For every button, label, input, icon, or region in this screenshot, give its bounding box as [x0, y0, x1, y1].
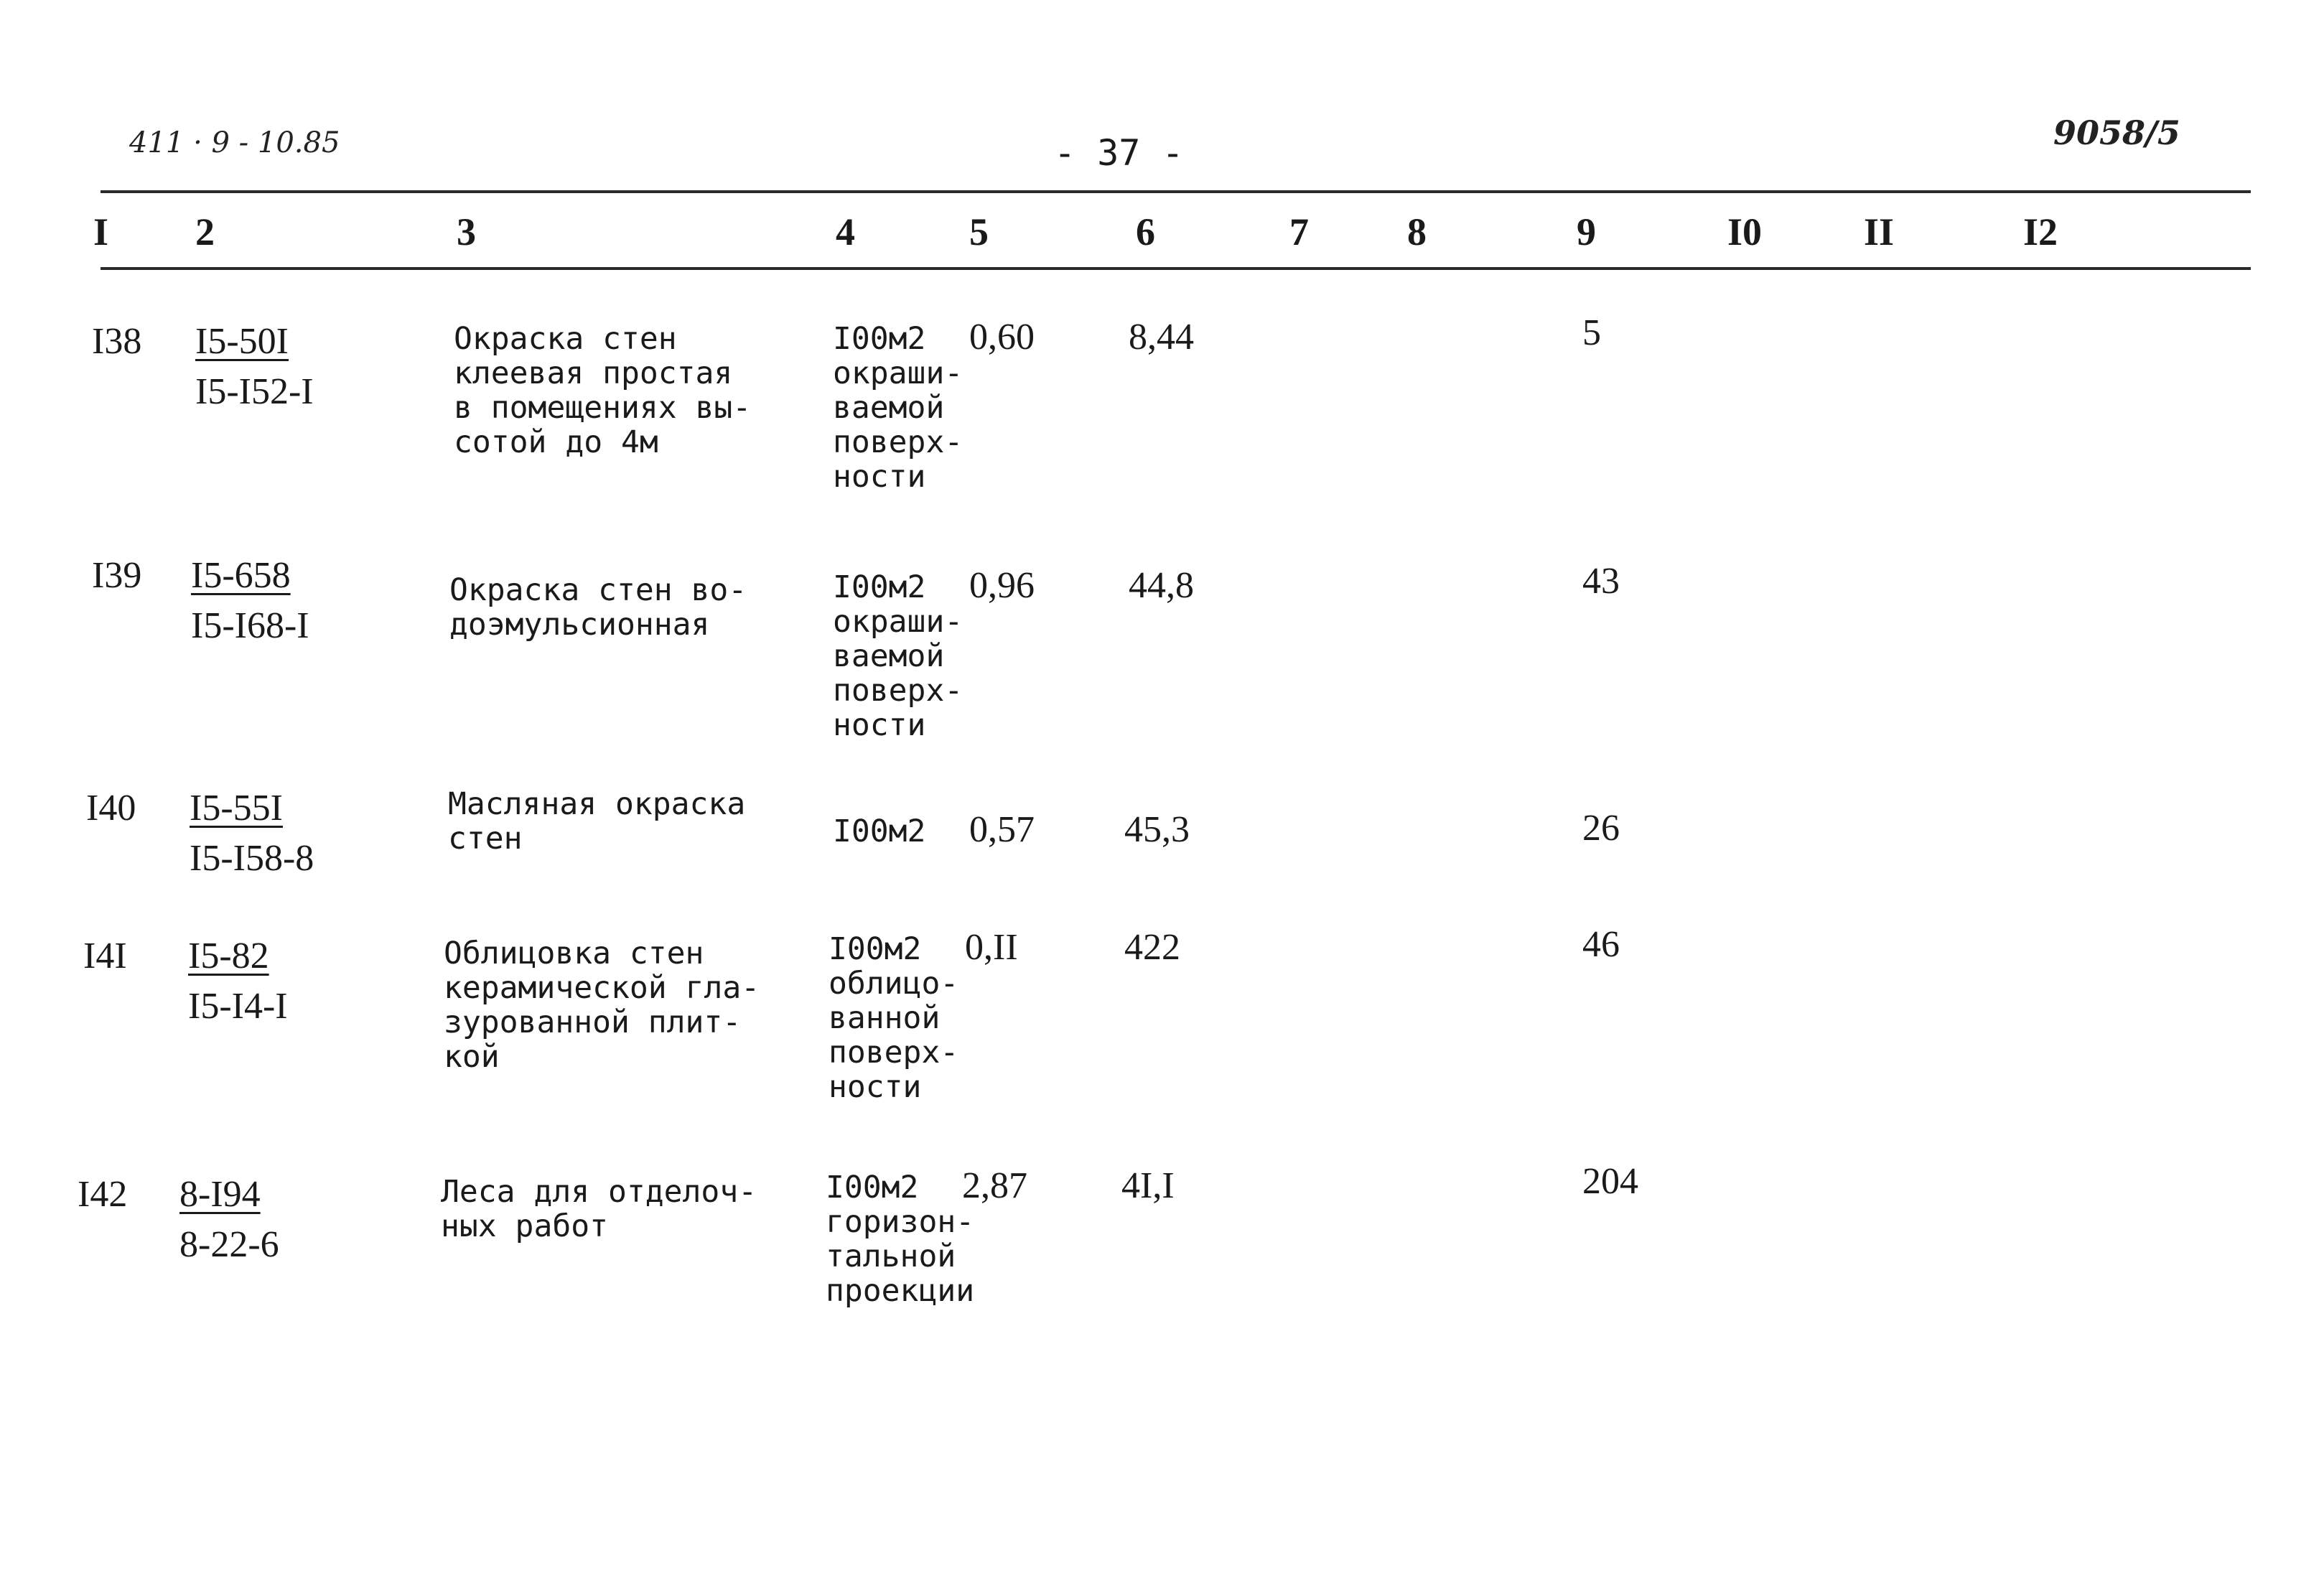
work-description: Окраска стен клеевая простая в помещениях вы- сотой до 4м	[454, 321, 752, 460]
quantity: 0,96	[969, 565, 1035, 606]
column-6-value: 8,44	[1129, 317, 1194, 358]
column-9-value: 43	[1582, 561, 1620, 602]
unit-of-measure: I00м2	[833, 813, 926, 849]
column-header-8: 8	[1407, 210, 1427, 253]
norm-code: I5-50I	[195, 321, 289, 362]
work-description: Масляная окраска стен	[448, 786, 746, 857]
unit-of-measure: I00м2 горизон- тальной проекции	[826, 1170, 975, 1309]
unit-of-measure: I00м2 окраши- ваемой поверх- ности	[833, 569, 963, 743]
column-9-value: 204	[1582, 1161, 1638, 1202]
column-header-12: I2	[2023, 210, 2058, 253]
column-9-value: 26	[1582, 808, 1620, 849]
column-6-value: 44,8	[1129, 565, 1194, 606]
price-code: I5-I52-I	[195, 371, 314, 412]
column-header-6: 6	[1136, 210, 1155, 253]
unit-of-measure: I00м2 окраши- ваемой поверх- ности	[833, 321, 963, 495]
price-code: 8-22-6	[179, 1224, 279, 1265]
quantity: 2,87	[962, 1165, 1027, 1206]
work-description: Облицовка стен керамической гла- зурованной плит- кой	[444, 936, 760, 1075]
quantity: 0,60	[969, 317, 1035, 358]
top-rule	[101, 190, 2251, 193]
row-number: I40	[86, 788, 136, 829]
norm-code: I5-82	[188, 936, 269, 976]
row-number: I4I	[83, 936, 127, 976]
row-number: I39	[92, 555, 142, 596]
quantity: 0,57	[969, 809, 1035, 850]
norm-code: 8-I94	[179, 1174, 261, 1215]
work-description: Леса для отделоч- ных работ	[441, 1174, 757, 1244]
row-number: I42	[78, 1174, 128, 1215]
row-number: I38	[92, 321, 142, 362]
unit-of-measure: I00м2 облицо- ванной поверх- ности	[829, 931, 959, 1105]
column-header-5: 5	[969, 210, 989, 253]
column-header-1: I	[93, 210, 109, 253]
quantity: 0,II	[965, 927, 1018, 968]
work-description: Окраска стен во- доэмульсионная	[449, 572, 747, 643]
column-header-4: 4	[836, 210, 855, 253]
price-code: I5-I68-I	[191, 605, 309, 646]
column-9-value: 5	[1582, 312, 1601, 353]
sheet-reference: 9058/5	[2053, 113, 2180, 152]
column-header-9: 9	[1577, 210, 1596, 253]
column-6-value: 4I,I	[1121, 1165, 1175, 1206]
price-code: I5-I58-8	[190, 838, 314, 879]
document-reference: 411 · 9 - 10.85	[129, 126, 340, 159]
column-header-7: 7	[1289, 210, 1309, 253]
column-header-2: 2	[195, 210, 215, 253]
column-header-3: 3	[457, 210, 476, 253]
header-rule	[101, 267, 2251, 270]
column-header-11: II	[1864, 210, 1895, 253]
column-header-10: I0	[1727, 210, 1763, 253]
column-6-value: 422	[1124, 927, 1180, 968]
column-9-value: 46	[1582, 924, 1620, 965]
price-code: I5-I4-I	[188, 986, 288, 1027]
page-number: - 37 -	[1054, 132, 1184, 174]
norm-code: I5-658	[191, 555, 291, 596]
norm-code: I5-55I	[190, 788, 283, 829]
column-6-value: 45,3	[1124, 809, 1190, 850]
